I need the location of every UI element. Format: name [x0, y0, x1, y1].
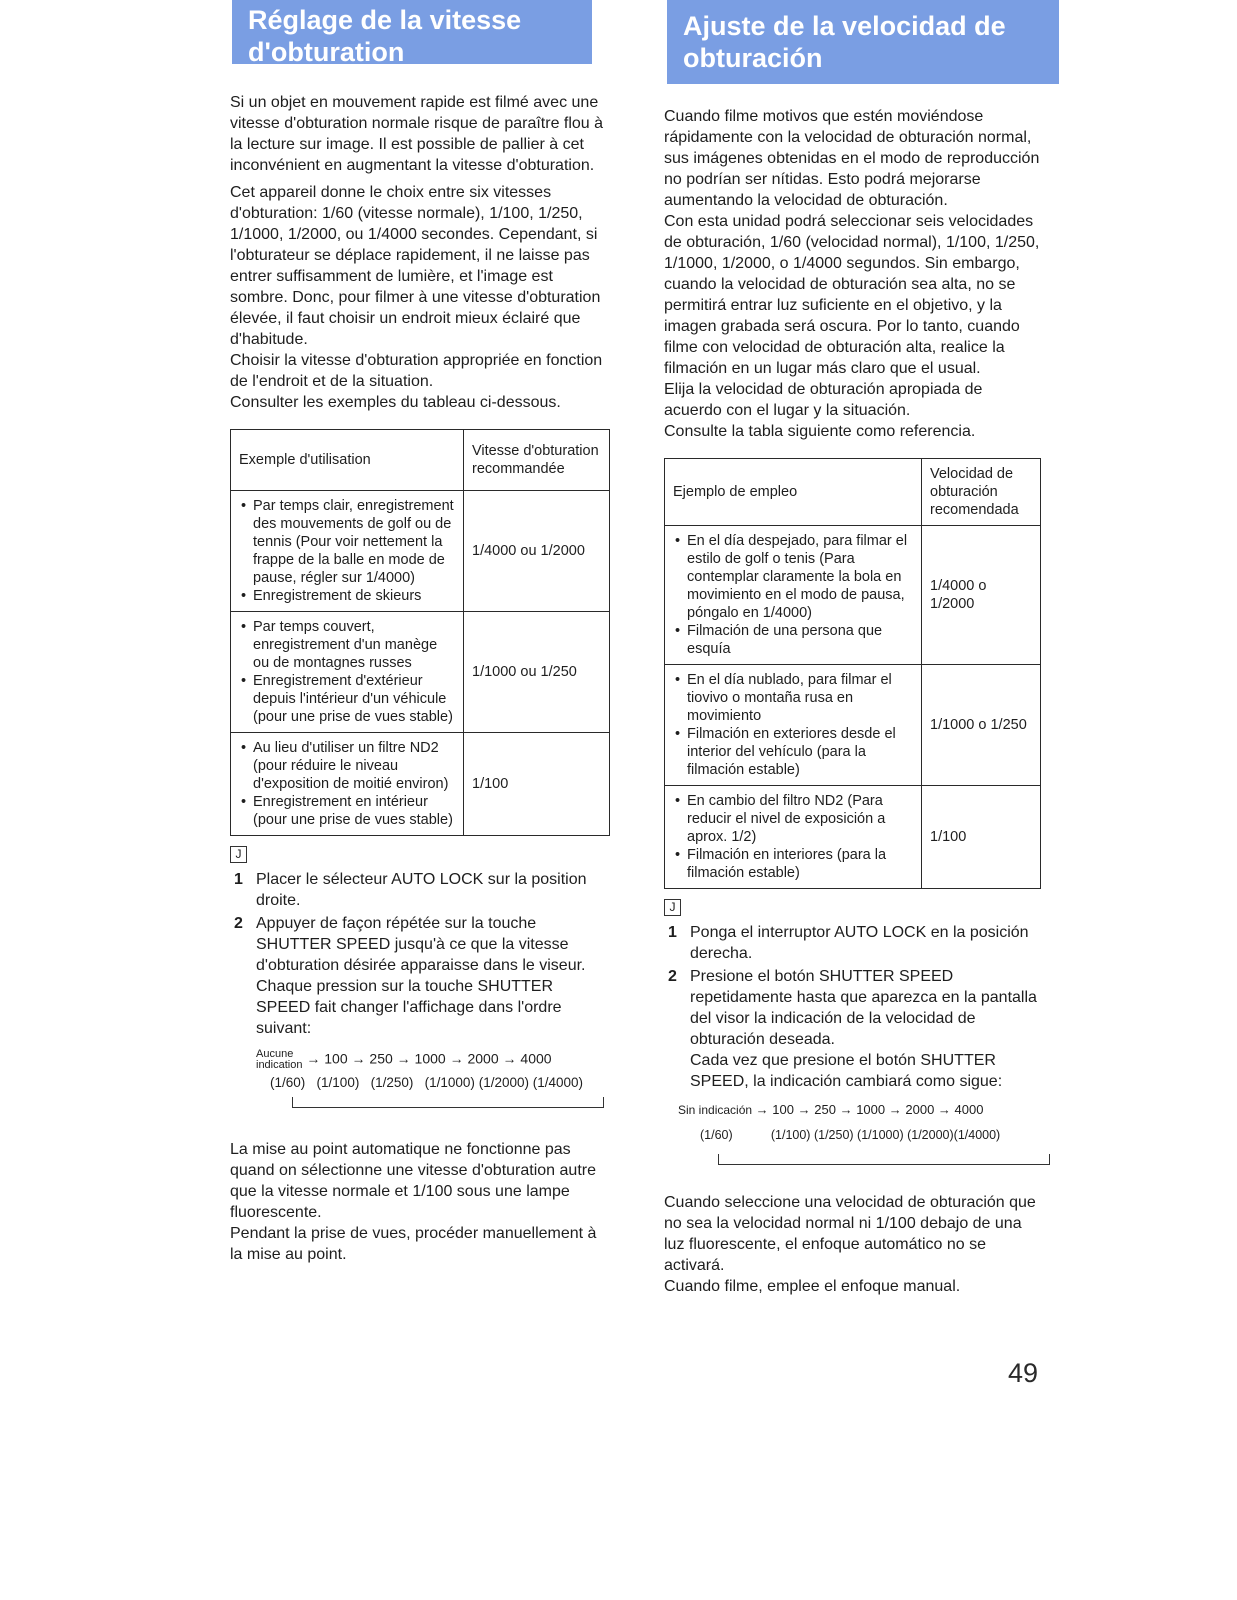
french-speed-table [230, 429, 610, 836]
seq-sub: (1/1000) [857, 1128, 904, 1142]
spanish-title-line1: Ajuste de la velocidad de [683, 11, 1006, 41]
arrow-right-icon: → [351, 1050, 370, 1067]
spanish-paragraph: Con esta unidad podrá seleccionar seis velocidades de obturación, 1/60 (velocidad normal), 1/100, 1/250, 1/1000, 1/2000, o 1/4000 segundos. Sin embargo, cuando la velocidad de obturación sea alta, no se permitirá entrar luz suficiente en el objetivo, y la imagen grabada será oscura. Por lo tanto, cuando filme con velocidad de obturación alta, realice la filmación en un lugar más claro que el usual. [664, 213, 1040, 377]
seq-sub: (1/2000)(1/4000) [907, 1128, 1001, 1142]
step-number: 2 [234, 915, 243, 932]
seq-value: 100 [324, 1050, 348, 1067]
seq-value: 250 [369, 1050, 393, 1067]
arrow-right-icon: → [306, 1050, 325, 1067]
seq-value: 2000 [905, 1102, 935, 1117]
french-title-line2: d'obturation [248, 37, 405, 67]
table-header-row [665, 459, 1041, 526]
use-item: • En el día nublado, para filmar el tiovivo o montaña rusa en movimiento [687, 671, 913, 725]
header-use: Exemple d'utilisation [231, 430, 464, 491]
speed-value: 1/1000 ou 1/250 [464, 612, 610, 733]
french-speed-sequence [256, 1045, 610, 1123]
spanish-body [654, 106, 1059, 1297]
use-item: • Enregistrement en intérieur (pour une prise de vues stable) [253, 793, 455, 829]
french-column [222, 0, 622, 1265]
seq-value: 1000 [414, 1050, 446, 1067]
sequence-loop-line [718, 1154, 1050, 1165]
page-number: 49 [1008, 1358, 1039, 1388]
spanish-title-banner [667, 0, 1059, 84]
spanish-speed-table [664, 458, 1041, 889]
arrow-right-icon: → [755, 1102, 773, 1117]
table-row [665, 665, 1041, 786]
step-item [230, 869, 610, 911]
step-number: 1 [234, 871, 243, 888]
speed-value: 1/4000 ou 1/2000 [464, 491, 610, 612]
seq-value: 4000 [954, 1102, 984, 1117]
table-row [665, 526, 1041, 665]
speed-value: 1/100 [922, 786, 1041, 889]
seq-sub: (1/60) [700, 1128, 733, 1142]
step-item [664, 922, 1041, 964]
seq-sub: (1/250) [813, 1128, 854, 1142]
j-region-icon: J [664, 899, 681, 916]
seq-first-line2: indication [256, 1059, 303, 1071]
spanish-title-line2: obturación [683, 43, 823, 73]
speed-value: 1/1000 o 1/250 [922, 665, 1041, 786]
seq-sub: (1/100) [770, 1128, 811, 1142]
note-text: La mise au point automatique ne fonctionne pas quand on sélectionne une vitesse d'obturation autre que la vitesse normale et 1/100 sous une lampe fluorescente. [230, 1141, 596, 1221]
seq-value: 250 [814, 1102, 836, 1117]
use-item: • Enregistrement d'extérieur depuis l'intérieur d'un véhicule (pour une prise de vues stable) [253, 672, 455, 726]
french-steps [230, 869, 610, 1039]
seq-value: 1000 [856, 1102, 886, 1117]
spanish-paragraph: Elija la velocidad de obturación apropiada de acuerdo con el lugar y la situación. [664, 381, 983, 419]
table-header-row [231, 430, 610, 491]
french-paragraph: Si un objet en mouvement rapide est filmé avec une vitesse d'obturation normale risque de paraître flou à la lecture sur image. Il est possible de pallier à cet inconvénient en augmentant la vitesse d'obturation. [230, 94, 604, 174]
arrow-right-icon: → [937, 1102, 955, 1117]
j-region-icon: J [230, 846, 247, 863]
header-use: Ejemplo de empleo [665, 459, 922, 526]
step-item [230, 913, 610, 1039]
use-item: • En el día despejado, para filmar el estilo de golf o tenis (Para contemplar claramente la bola en movimiento en el modo de pausa, póngalo en 1/4000) [687, 532, 913, 622]
step-text: Presione el botón SHUTTER SPEED repetidamente hasta que aparezca en la pantalla del visor la indicación de la velocidad de obturación deseada. [690, 968, 1037, 1048]
table-row [231, 491, 610, 612]
sequence-loop-line [292, 1097, 604, 1108]
seq-value: 2000 [467, 1050, 499, 1067]
spanish-column [654, 0, 1059, 1297]
step-text: Appuyer de façon répétée sur la touche SHUTTER SPEED jusqu'à ce que la vitesse d'obturation désirée apparaisse dans le viseur. Chaque pression sur la touche SHUTTER SPEED fait changer l'affichage dans l'ordre suivant: [256, 915, 586, 1037]
step-extra-text: Cada vez que presione el botón SHUTTER SPEED, la indicación cambiará como sigue: [690, 1052, 1003, 1090]
seq-value: 4000 [520, 1050, 552, 1067]
spanish-note [664, 1192, 1041, 1297]
arrow-right-icon: → [502, 1050, 521, 1067]
speed-value: 1/4000 o 1/2000 [922, 526, 1041, 665]
use-item: • Par temps couvert, enregistrement d'un manège ou de montagnes russes [253, 618, 455, 672]
seq-first-line1: Aucune [256, 1048, 294, 1060]
header-speed: Velocidad de obturación recomendada [922, 459, 1041, 526]
step-number: 1 [668, 924, 677, 941]
spanish-speed-sequence [678, 1098, 1041, 1176]
use-item: • Enregistrement de skieurs [253, 587, 455, 605]
french-paragraph: Consulter les exemples du tableau ci-dessous. [230, 394, 561, 411]
french-title-banner [232, 0, 592, 67]
use-item: • Par temps clair, enregistrement des mouvements de golf ou de tennis (Pour voir nettement la frappe de la balle en mode de pause, régler sur 1/4000) [253, 497, 455, 587]
arrow-right-icon: → [449, 1050, 468, 1067]
seq-sub: (1/2000) [478, 1075, 529, 1090]
table-row [231, 733, 610, 836]
seq-sub: (1/60) [270, 1075, 306, 1090]
speed-value: 1/100 [464, 733, 610, 836]
step-number: 2 [668, 968, 677, 985]
step-text: Ponga el interruptor AUTO LOCK en la posición derecha. [690, 924, 1029, 962]
seq-sub: (1/1000) [424, 1075, 475, 1090]
french-paragraph: Cet appareil donne le choix entre six vitesses d'obturation: 1/60 (vitesse normale), 1/100, 1/250, 1/1000, 1/2000, ou 1/4000 secondes. Cependant, si l'obturateur se déplace rapidement, il ne laisse pas entrer suffisamment de lumière, et l'image est sombre. Donc, pour filmer à une vitesse d'obturation élevée, il faut choisir un endroit mieux éclairé que d'habitude. [230, 184, 601, 348]
header-speed: Vitesse d'obturation recommandée [464, 430, 610, 491]
seq-sub: (1/250) [370, 1075, 414, 1090]
french-title-line1: Réglage de la vitesse [248, 5, 522, 35]
arrow-right-icon: → [396, 1050, 415, 1067]
seq-sub: (1/100) [316, 1075, 360, 1090]
arrow-right-icon: → [839, 1102, 857, 1117]
french-note [230, 1139, 610, 1265]
arrow-right-icon: → [797, 1102, 815, 1117]
use-item: • En cambio del filtro ND2 (Para reducir el nivel de exposición a aprox. 1/2) [687, 792, 913, 846]
use-item: • Filmación de una persona que esquía [687, 622, 913, 658]
spanish-paragraph: Consulte la tabla siguiente como referencia. [664, 423, 976, 440]
note-text: Cuando seleccione una velocidad de obturación que no sea la velocidad normal ni 1/100 debajo de una luz fluorescente, el enfoque automático no se activará. [664, 1194, 1036, 1274]
use-item: • Filmación en interiores (para la filmación estable) [687, 846, 913, 882]
french-paragraph: Choisir la vitesse d'obturation appropriée en fonction de l'endroit et de la situation. [230, 352, 603, 390]
seq-first: Sin indicación [678, 1103, 753, 1117]
step-text: Placer le sélecteur AUTO LOCK sur la position droite. [256, 871, 587, 909]
note-text: Pendant la prise de vues, procéder manuellement à la mise au point. [230, 1225, 597, 1263]
table-row [231, 612, 610, 733]
use-item: • Filmación en exteriores desde el interior del vehículo (para la filmación estable) [687, 725, 913, 779]
seq-sub: (1/4000) [532, 1075, 584, 1090]
table-row [665, 786, 1041, 889]
seq-value: 100 [772, 1102, 794, 1117]
french-body [222, 92, 622, 1265]
arrow-right-icon: → [888, 1102, 906, 1117]
spanish-paragraph: Cuando filme motivos que estén moviéndose rápidamente con la velocidad de obturación normal, sus imágenes obtenidas en el modo de reproducción no podrían ser nítidas. Esto podrá mejorarse aumentando la velocidad de obturación. [664, 108, 1040, 209]
use-item: • Au lieu d'utiliser un filtre ND2 (pour réduire le niveau d'exposition de moitié environ) [253, 739, 455, 793]
step-item [664, 966, 1041, 1092]
note-text: Cuando filme, emplee el enfoque manual. [664, 1278, 961, 1295]
spanish-steps [664, 922, 1041, 1092]
